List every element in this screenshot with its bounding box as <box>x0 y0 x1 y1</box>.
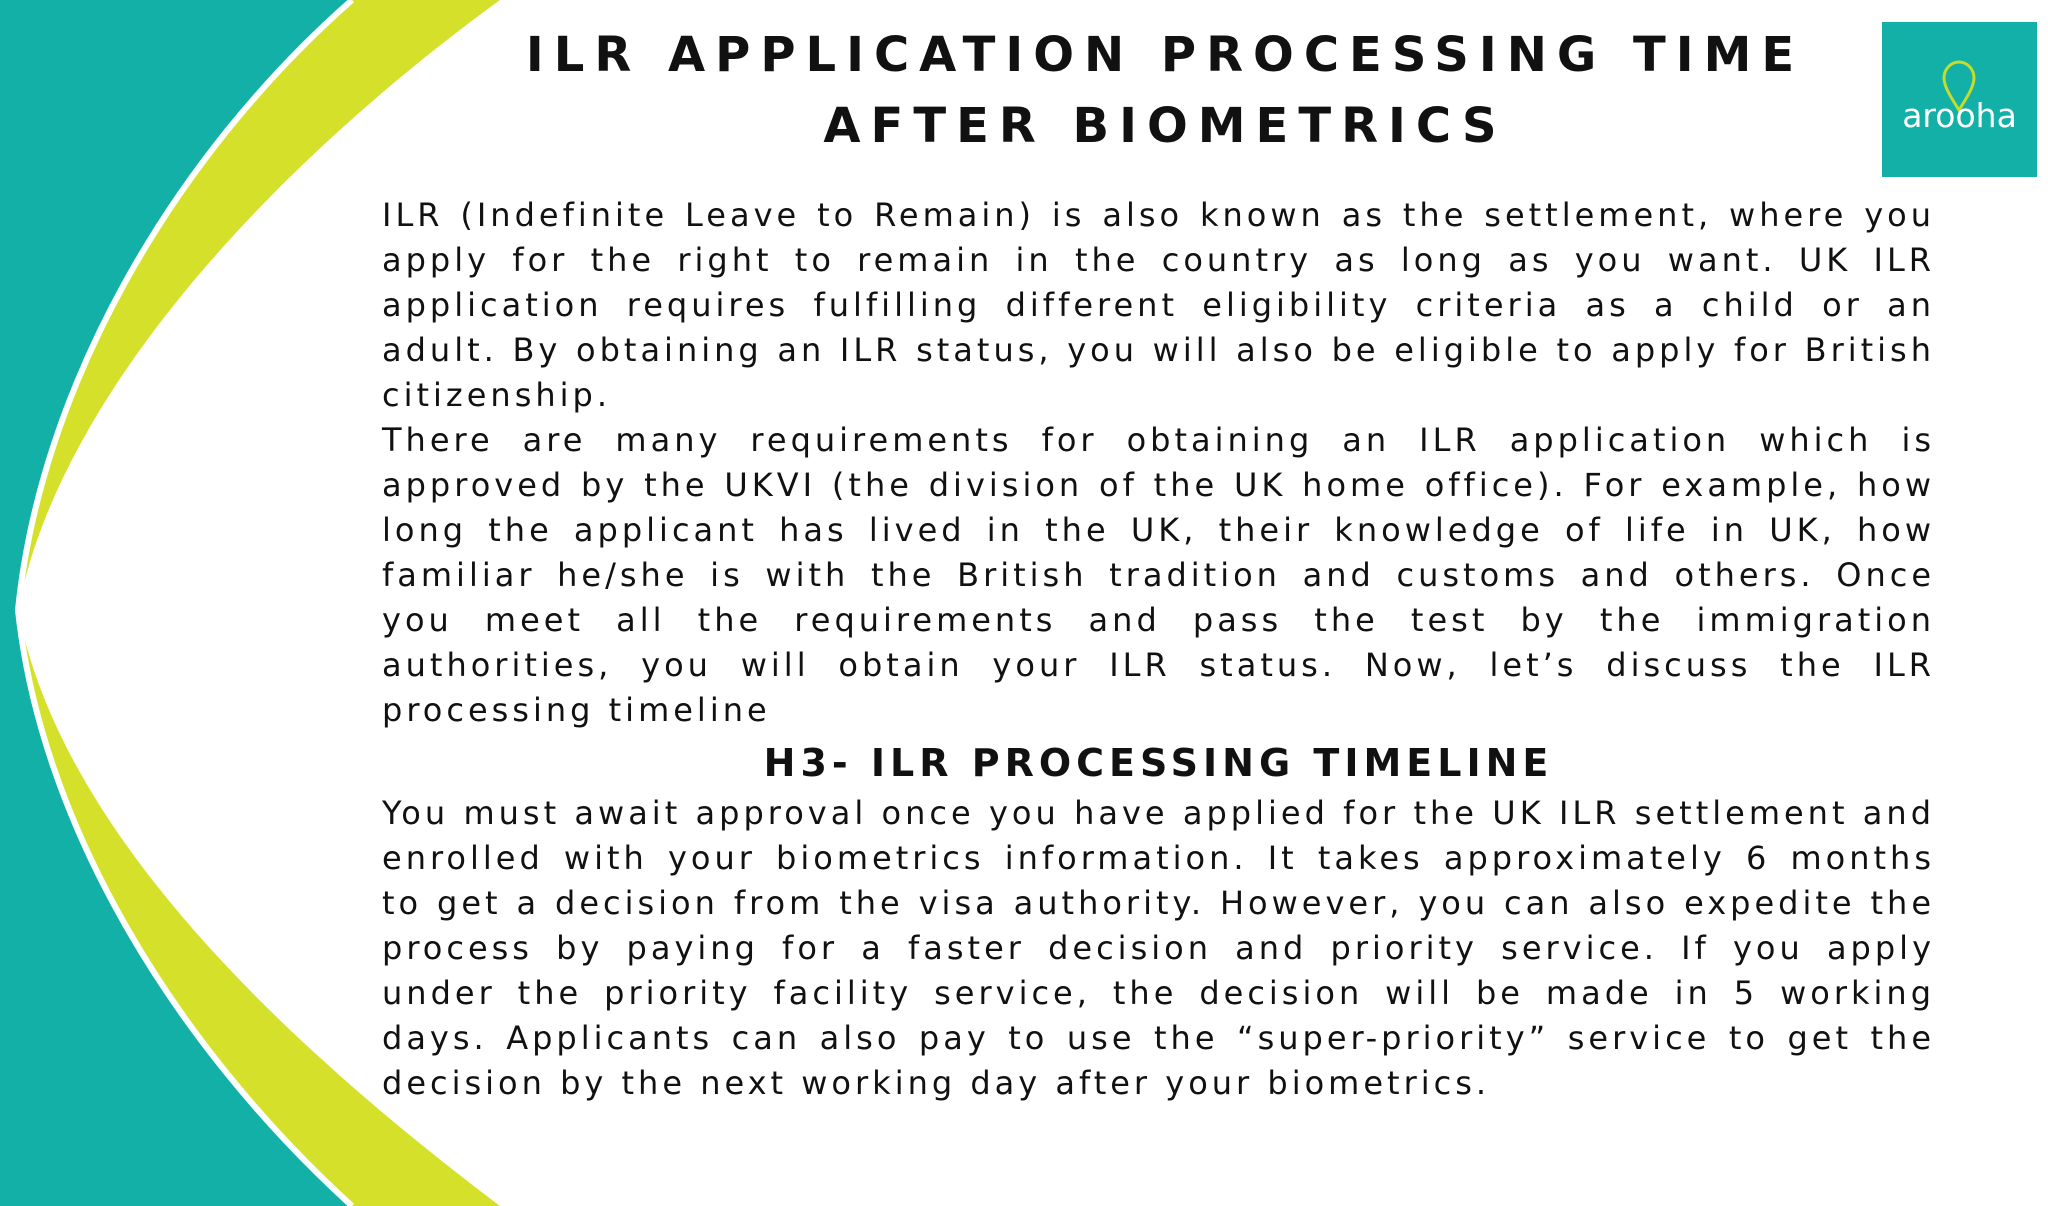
section-heading: H3- ILR PROCESSING TIMELINE <box>763 741 1554 785</box>
teal-swoosh <box>0 0 352 1206</box>
intro-paragraph: ILR (Indefinite Leave to Remain) is also known as the settlement, where you apply for the right to remain in the country as long as you want. UK ILR application requires fulfilling different eligibility criteria as a child or an adult. By obtaining an ILR status, you will also be eligible to apply for British citizenship. <box>382 196 1935 414</box>
timeline-paragraph: You must await approval once you have applied for the UK ILR settlement and enrolled with your biometrics information. It takes approximately 6 months to get a decision from the visa authority. However, you can also expedite the process by paying for a faster decision and priority service. If you apply under the priority facility service, the decision will be made in 5 working days. Applicants can also pay to use the “super-priority” service to get the decision by the next working day after your biometrics. <box>382 794 1935 1102</box>
logo-wordmark: arooha <box>1902 96 2017 135</box>
page-title: ILR APPLICATION PROCESSING TIME AFTER BIOMETRICS <box>525 27 1805 154</box>
arooha-logo <box>1882 22 2037 177</box>
requirements-paragraph: There are many requirements for obtaining an ILR application which is approved by the UKVI (the division of the UK home office). For example, how long the applicant has lived in the UK, their knowledge of life in UK, how familiar he/she is with the British tradition and customs and others. Once you meet all the requirements and pass the test by the immigration authorities, you will obtain your ILR status. Now, let’s discuss the ILR processing timeline <box>382 421 1935 729</box>
